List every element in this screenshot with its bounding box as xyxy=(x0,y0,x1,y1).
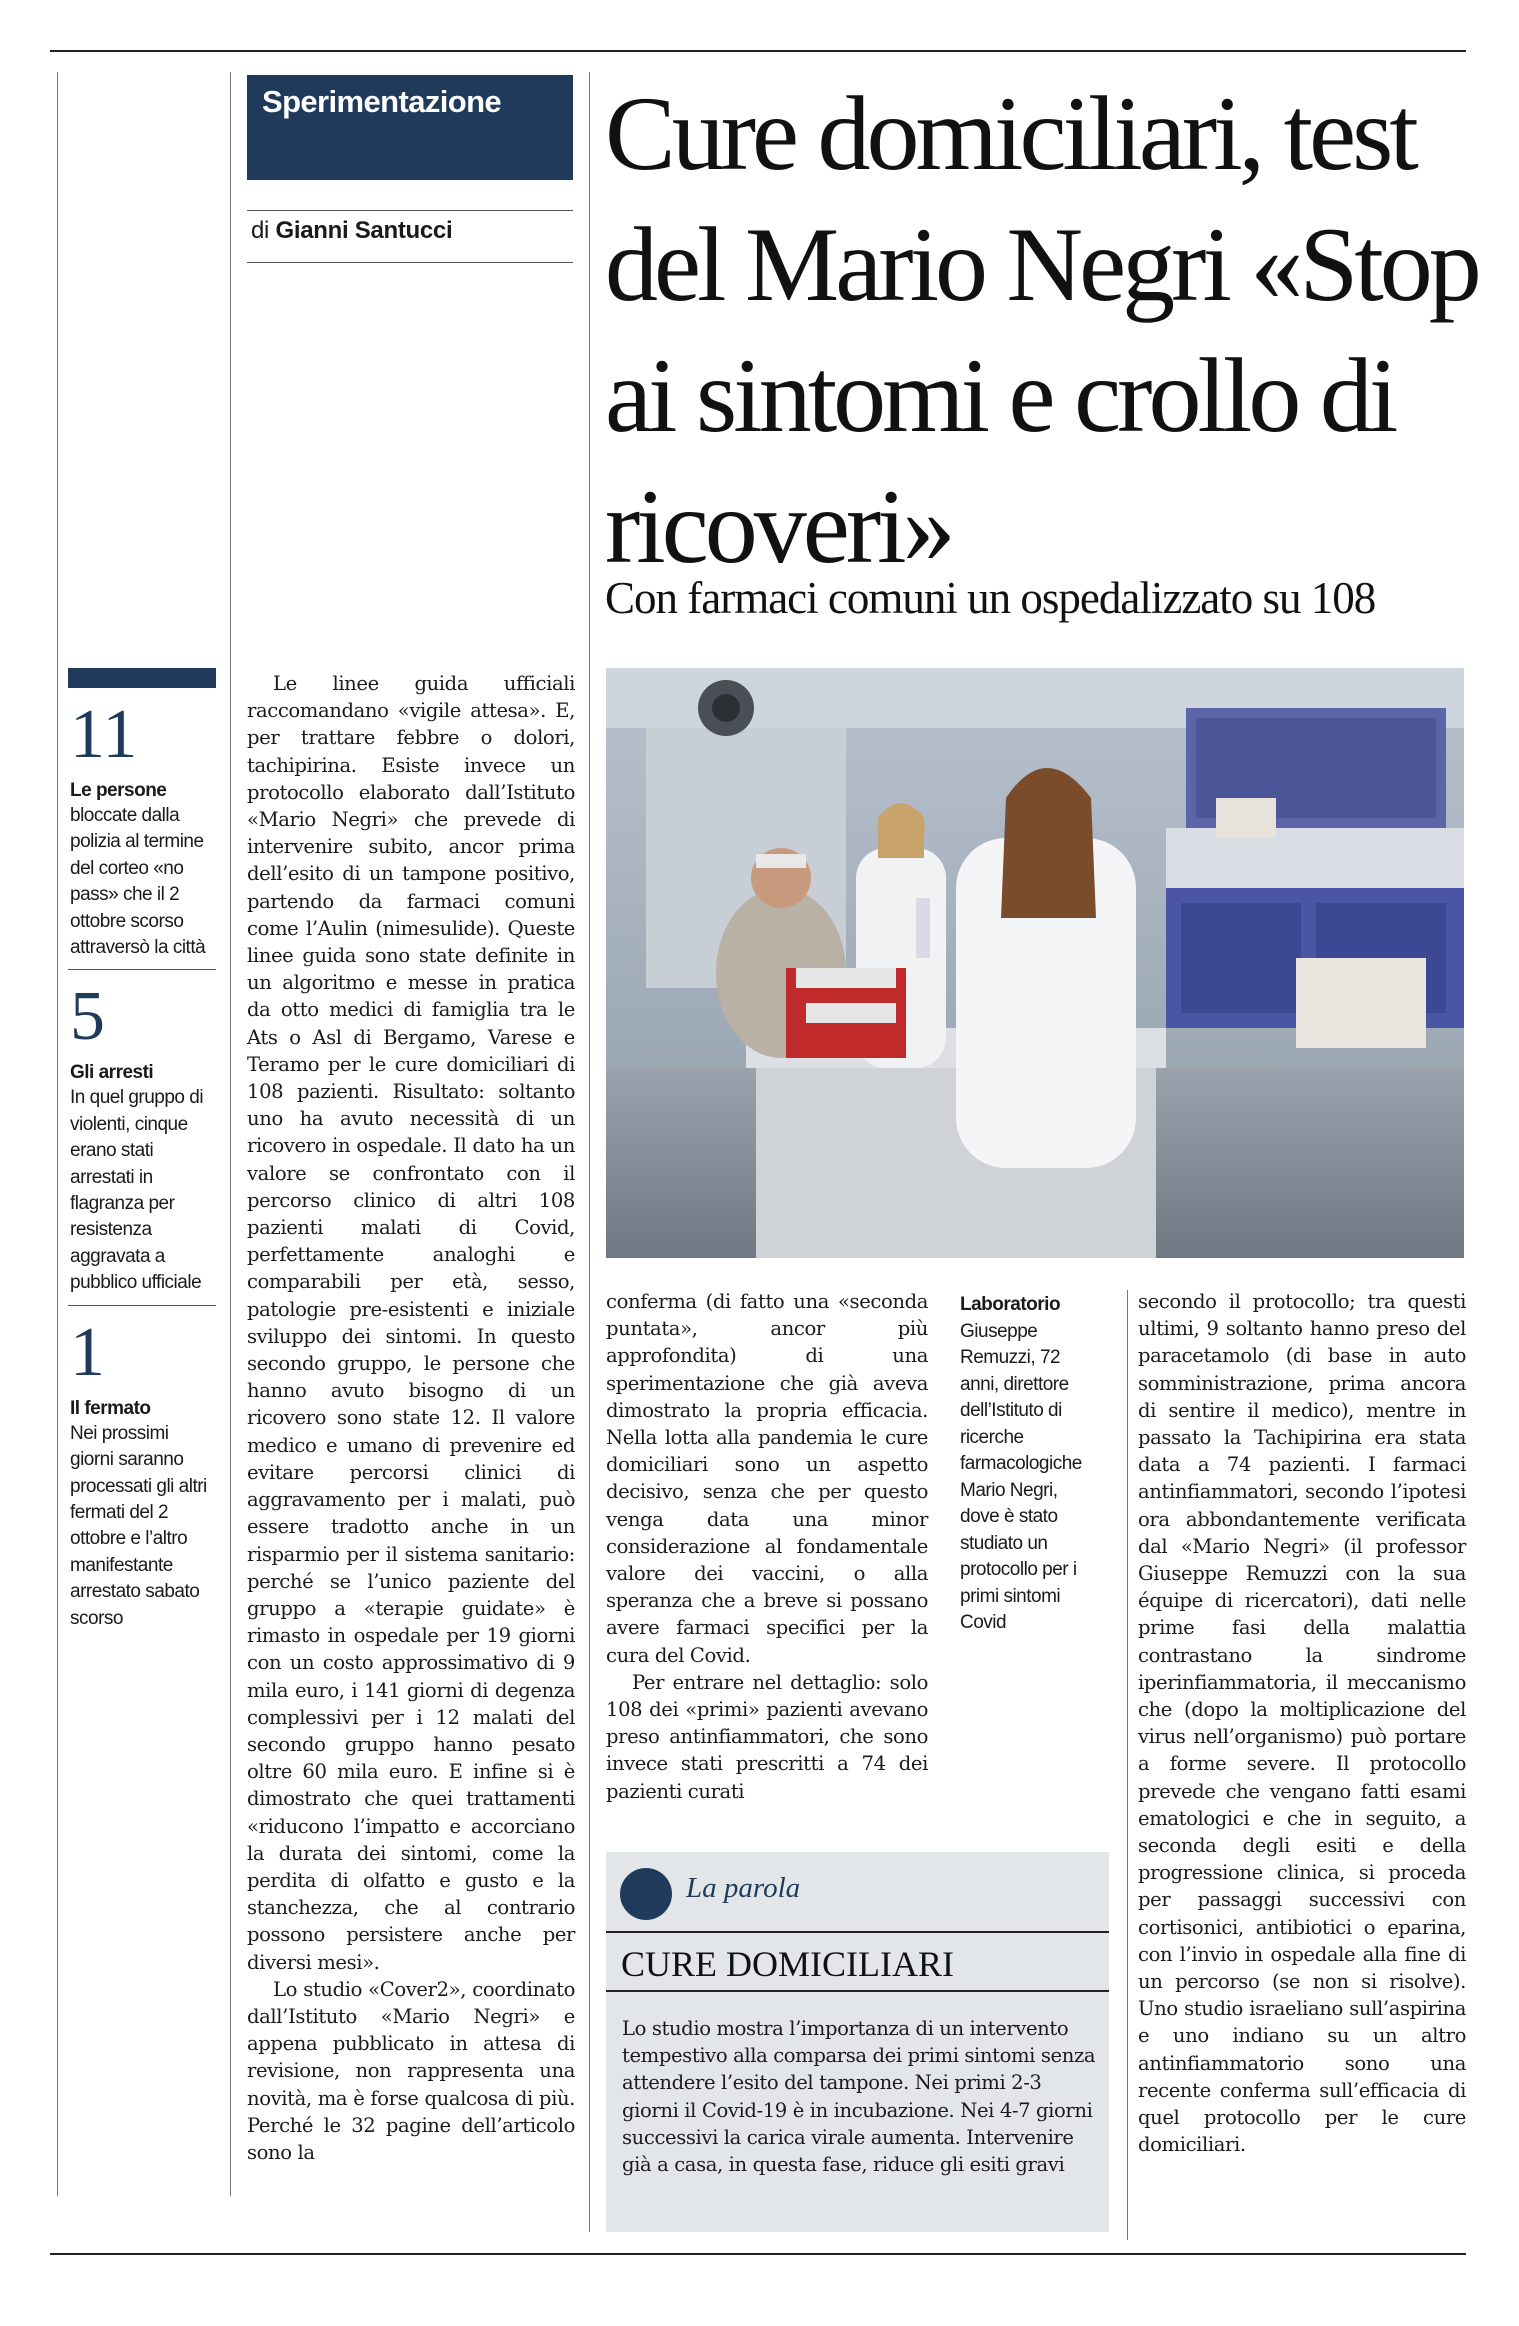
bullet-dot-icon xyxy=(620,1868,672,1920)
subheadline: Con farmaci comuni un ospedalizzato su 108 xyxy=(605,573,1376,623)
article-paragraph: Le linee guida ufficiali raccomandano «vigile attesa». E, per trattare febbre o dolori, tachipirina. Esiste invece un protocollo elaborato dall’Istituto «Mario Negri» che prevede di intervenire subito, ancor prima dell’esito di un tampone positivo, partendo da farmaci comuni come l’Aulin (nimesulide). Queste linee guida sono state definite in un algoritmo e messe in pratica da otto medici di famiglia tra le Ats o Asl di Bergamo, Varese e Teramo per le cure domiciliari di 108 pazienti. Risultato: soltanto uno ha avuto necessità di un ricovero in ospedale. Il dato ha un valore se confrontato con il percorso clinico di altri 108 pazienti malati di Covid, perfettamente analoghi e comparabili per età, sesso, patologie pre-esistenti e iniziale sviluppo dei sintomi. In questo secondo gruppo, le persone che hanno avuto bisogno di un ricovero sono state 12. Il valore medico e umano di prevenire ed evitare percorsi clinici di aggravamento per i malati, può essere tradotto anche in un risparmio per il sistema sanitario: perché se l’unico paziente del gruppo a «terapie guidate» è rimasto in ospedale per 19 giorni con un costo approssimativo di 9 mila euro, i 141 giorni di degenza complessivi per i 12 malati del secondo gruppo hanno pesato oltre 60 mila euro. E infine si è dimostrato che quei trattamenti «riducono l’impatto e accorciano la durata dei sintomi, come la perdita di olfatto e gusto e la stanchezza, che al contrario possono persistere anche per diversi mesi». xyxy=(247,672,575,1974)
byline-rule xyxy=(247,262,573,263)
stat-item xyxy=(68,974,216,1305)
stat-number: 11 xyxy=(70,696,138,773)
column-divider xyxy=(1127,1290,1128,2240)
byline xyxy=(251,212,571,250)
stat-item xyxy=(68,1310,216,1640)
section-label: Sperimentazione xyxy=(247,75,573,180)
column-divider xyxy=(589,72,590,2232)
article-paragraph: conferma (di fatto una «seconda puntata», ancor più approfondita) di una sperimentazione che già aveva dimostrato la propria efficacia. Nella lotta alla pandemia le cure domiciliari sono un aspetto decisivo, senza che per questo venga data una minor considerazione al fondamentale valore dei vaccini, o alla speranza che a breve si possano avere farmaci specifici per la cura del Covid. xyxy=(606,1290,928,1667)
word-box-text: Lo studio mostra l’importanza di un intervento tempestivo alla comparsa dei primi sintomi senza attendere l’esito del tampone. Nei primi 2-3 giorni il Covid-19 è in incubazione. Nei 4-7 giorni successivi la carica virale aumenta. Intervenire già a casa, in questa fase, riduce gli esiti gravi xyxy=(622,2017,1096,2177)
article-paragraph: secondo il protocollo; tra questi ultimi, 9 soltanto hanno preso del paracetamolo (di base in auto somministrazione, prima ancora di sentire il medico), mentre in passato la Tachipirina era stata data a 74 pazienti. I farmaci antinfiammatori, secondo l’ipotesi ora abbondantemente verificata dal «Mario Negri» (il professor Giuseppe Remuzzi con la sua équipe di ricercatori), dati nelle prime fasi della malattia contrastano la sindrome iperinfiammatoria, il meccanismo che (dopo la moltiplicazione del virus nell’organismo) può portare a forme severe. Il protocollo prevede che vengano fatti esami ematologici e che in seguito, a seconda degli esiti e della progressione clinica, si proceda per passaggi successivi con cortisonici, antibiotici o eparina, con l’invio in ospedale alla fine di un percorso (se non si risolve). Uno studio israeliano sull’aspirina e uno indiano su un altro antinfiammatorio sono una recente conferma sull’efficacia di quel protocollo per le cure domiciliari. xyxy=(1138,1290,1466,2157)
photo-caption xyxy=(960,1292,1090,1637)
article-paragraph: Lo studio «Cover2», coordinato dall’Istituto «Mario Negri» e appena pubblicato in attesa di revisione, non rappresenta una novità, ma è forse qualcosa di più. Perché le 32 pagine dell’articolo sono la xyxy=(247,1977,575,2164)
laboratory-photo xyxy=(606,668,1464,1258)
article-column-1 xyxy=(247,670,575,2166)
stat-text: bloccate dalla polizia al termine del corteo «no pass» che il 2 ottobre scorso attraversò la città xyxy=(70,805,206,959)
column-divider xyxy=(230,72,231,2196)
headline: Cure domiciliari, test del Mario Negri «Stop ai sintomi e crollo di ricoveri» xyxy=(605,75,1478,585)
byline-prefix: di xyxy=(251,217,270,244)
stat-item xyxy=(68,692,216,970)
word-box xyxy=(606,1852,1109,2232)
column-divider xyxy=(57,72,58,2196)
stat-text: In quel gruppo di violenti, cinque erano stati arrestati in flagranza per resistenza aggravata a pubblico ufficiale xyxy=(70,1087,204,1294)
top-rule xyxy=(50,50,1466,52)
stats-sidebar xyxy=(68,668,216,1640)
stat-number: 1 xyxy=(70,1313,105,1391)
caption-text: Giuseppe Remuzzi, 72 anni, direttore dell’Istituto di ricerche farmacologiche Mario Negri, dove è stato studiato un protocollo per i primi sintomi Covid xyxy=(960,1320,1082,1633)
stat-label: Le persone xyxy=(70,780,167,801)
stats-bar xyxy=(68,668,216,688)
article-column-3 xyxy=(1138,1288,1466,2159)
word-box-rule xyxy=(606,1990,1109,1992)
caption-title: Laboratorio xyxy=(960,1294,1061,1315)
word-box-term: CURE DOMICILIARI xyxy=(621,1944,954,1984)
word-box-rule xyxy=(606,1931,1109,1933)
article-column-2 xyxy=(606,1288,928,1805)
article-paragraph: Per entrare nel dettaglio: solo 108 dei «primi» pazienti avevano preso antinfiammatori, che sono invece stati prescritti a 74 dei pazienti curati xyxy=(606,1670,928,1803)
stat-number: 5 xyxy=(70,978,105,1056)
bottom-rule xyxy=(50,2253,1466,2255)
stat-label: Il fermato xyxy=(70,1397,151,1419)
stat-text: Nei prossimi giorni saranno processati gli altri fermati del 2 ottobre e l’altro manifestante arrestato sabato scorso xyxy=(70,1422,207,1629)
byline-rule xyxy=(247,210,573,211)
word-box-label: La parola xyxy=(686,1872,801,1904)
stat-label: Gli arresti xyxy=(70,1062,154,1084)
byline-author: Gianni Santucci xyxy=(275,217,453,244)
